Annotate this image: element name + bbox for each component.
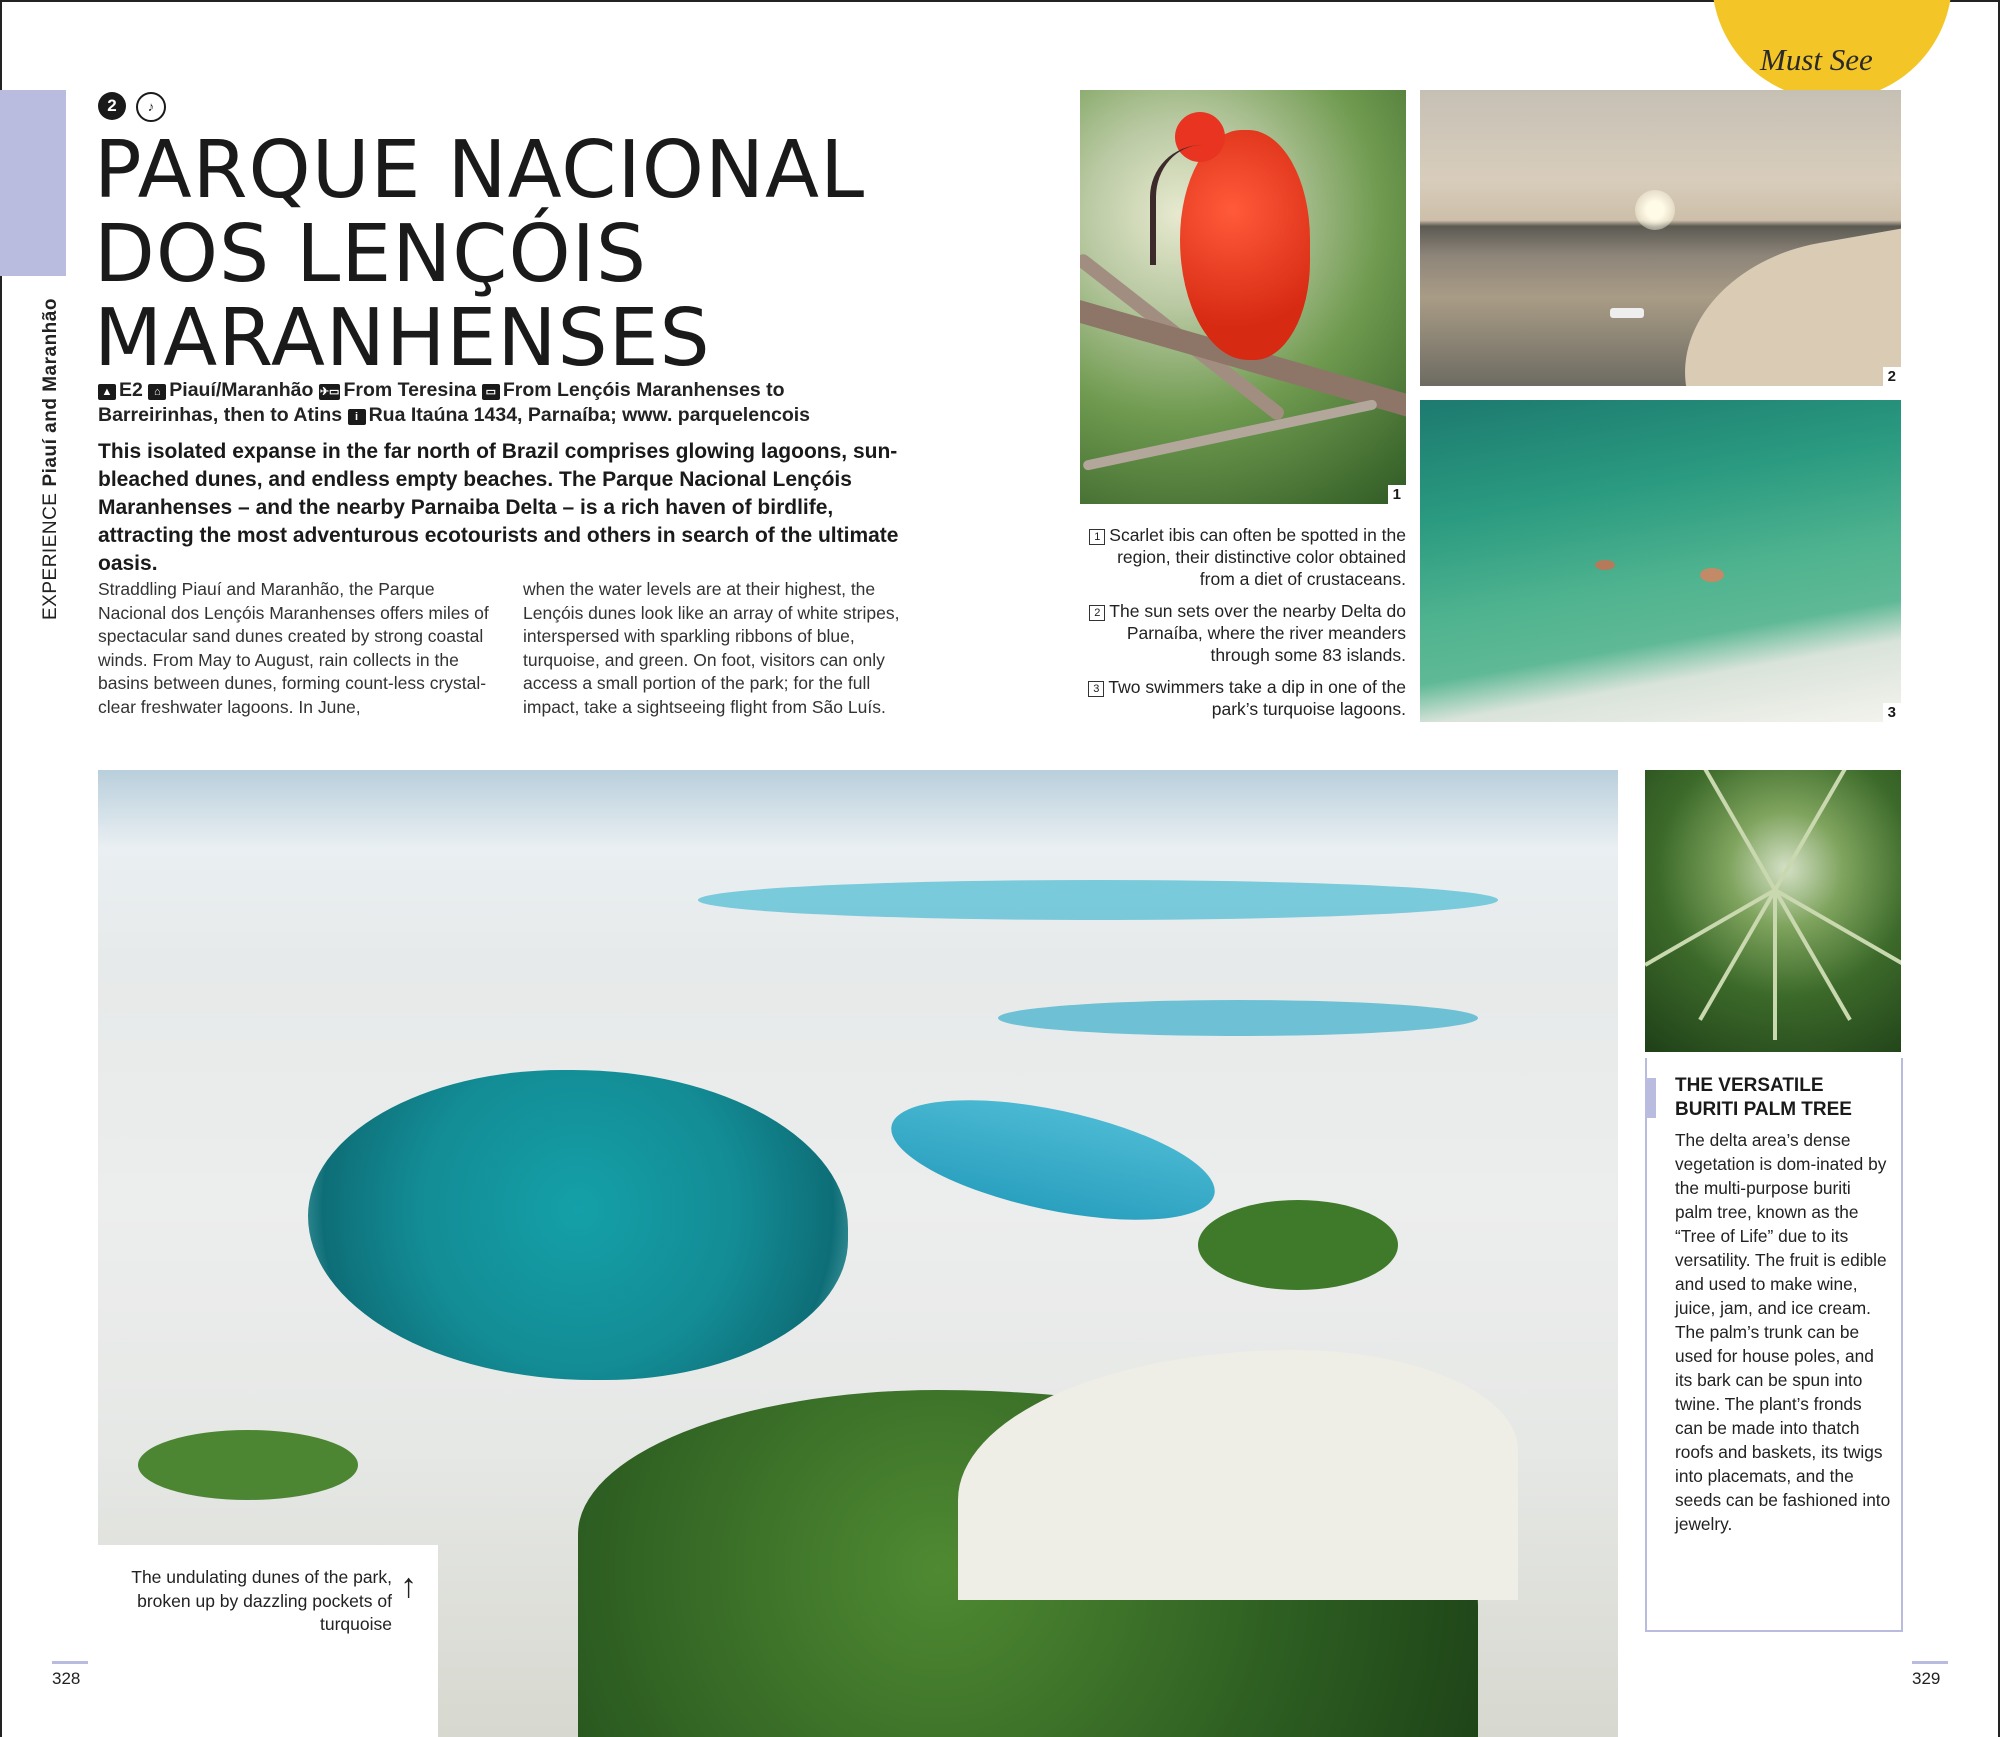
- swimmers-lagoon-photo: [1420, 400, 1901, 722]
- scarlet-ibis-photo: [1080, 90, 1406, 504]
- frond-shape: [1774, 888, 1901, 966]
- caption-text: The sun sets over the nearby Delta do Parnaíba, where the river meanders through some 83 islands.: [1109, 601, 1406, 665]
- sidebar-title-line-1: THE VERSATILE: [1675, 1075, 1824, 1096]
- bus-icon: ▭: [482, 384, 500, 400]
- plane-bus-icon: ✈▭: [319, 386, 340, 398]
- title-line-2: DOS LENÇÓIS: [94, 208, 648, 300]
- vegetation-shape: [1198, 1200, 1398, 1290]
- transport-2a: From Lençóis Maranhenses to: [502, 379, 785, 401]
- lagoon-shape: [308, 1070, 848, 1380]
- note-icon: ♪: [136, 92, 166, 122]
- section-label-bold: Piauí and Maranhão: [40, 298, 61, 487]
- title-line-1: PARQUE NACIONAL: [94, 124, 866, 216]
- sidebar-body: The delta area’s dense vegetation is dom-inated by the multi-purpose buriti palm tree, known as the “Tree of Life” due to its versatility. The fruit is edible and used to make wine, juice, jam, and ice cream. The palm’s trunk can be used for house poles, and its bark can be spun into twine. The plant’s fronds can be made into thatch roofs and baskets, its twigs into placemats, and the seeds can be fashioned into jewelry.: [1675, 1130, 1891, 1534]
- transport-2b: Barreirinhas, then to Atins: [98, 404, 343, 426]
- lagoon-shape: [698, 880, 1498, 920]
- info-address: Rua Itaúna 1434, Parnaíba; www. parquelencois: [368, 404, 810, 426]
- ibis-bill: [1150, 145, 1202, 265]
- caption-1: [1080, 524, 1406, 590]
- transport-1: From Teresina: [343, 379, 477, 401]
- page-border-top: [0, 0, 2000, 2]
- intro-paragraph: This isolated expanse in the far north of Brazil comprises glowing lagoons, sun-bleached dunes, and endless empty beaches. The Parque Nacional Lençóis Maranhenses – and the nearby Parnaiba Delta – is a rich haven of birdlife, attracting the most adventurous ecotourists and others in search of the ultimate oasis.: [98, 440, 899, 575]
- frond-shape: [1698, 770, 1776, 891]
- sidebar-title-line-2: BURITI PALM TREE: [1675, 1099, 1852, 1120]
- photo-number-1: 1: [1388, 485, 1406, 504]
- frond-shape: [1645, 888, 1776, 966]
- entry-number-badge: 2: [98, 92, 126, 120]
- caption-3: [1080, 676, 1406, 720]
- caption-text: Scarlet ibis can often be spotted in the region, their distinctive color obtained from a diet of crustaceans.: [1109, 525, 1406, 589]
- body-column-1: Straddling Piauí and Maranhão, the Parque Nacional dos Lençóis Maranhenses offers miles of spectacular sand dunes created by strong coastal winds. From May to August, rain collects in the basins between dunes, forming count-less crystal-clear freshwater lagoons. In June,: [98, 579, 489, 717]
- photo-captions: [1080, 524, 1406, 730]
- swimmer-shape: [1700, 568, 1724, 582]
- page-title: [94, 124, 866, 384]
- boat-shape: [1610, 308, 1644, 318]
- caption-number: 3: [1088, 681, 1104, 697]
- grid-ref: E2: [119, 379, 143, 401]
- photo-number-3: 3: [1883, 703, 1901, 722]
- dune-shape: [1666, 225, 1901, 386]
- title-line-3: MARANHENSES: [94, 292, 711, 384]
- lagoon-shape: [998, 1000, 1478, 1036]
- page-number-right: 329: [1912, 1669, 1941, 1688]
- sidebar-accent-bar: [1647, 1078, 1656, 1118]
- region: Piauí/Maranhão: [169, 379, 314, 401]
- buriti-palm-photo: [1645, 770, 1901, 1052]
- body-column-2: when the water levels are at their highest, the Lençóis dunes look like an array of white stripes, interspersed with sparkling ribbons of blue, turquoise, and green. On foot, visitors can only access a small portion of the park; for the full impact, take a sightseeing flight from São Luís.: [523, 579, 900, 717]
- sidebar-title: [1675, 1074, 1885, 1122]
- frond-shape: [1773, 890, 1777, 1040]
- section-color-tab: [0, 90, 66, 276]
- practical-info: [98, 378, 938, 428]
- caption-number: 1: [1089, 529, 1105, 545]
- caption-2: [1080, 600, 1406, 666]
- photo-number-2: 2: [1883, 367, 1901, 386]
- swimmer-shape: [1595, 560, 1615, 570]
- delta-sunset-photo: [1420, 90, 1901, 386]
- sun-shape: [1635, 190, 1675, 230]
- lagoon-shape: [881, 1077, 1225, 1243]
- house-icon: ⌂: [148, 384, 166, 400]
- page-number-left: 328: [52, 1669, 81, 1688]
- vegetation-shape: [138, 1430, 358, 1500]
- frond-shape: [1773, 770, 1851, 891]
- dune-shape: [958, 1350, 1518, 1600]
- dune-caption: The undulating dunes of the park, broken up by dazzling pockets of turquoise: [131, 1567, 392, 1634]
- section-label: [40, 298, 62, 620]
- caption-number: 2: [1089, 605, 1105, 621]
- section-label-light: EXPERIENCE: [40, 492, 61, 620]
- caption-text: Two swimmers take a dip in one of the park’s turquoise lagoons.: [1108, 677, 1406, 719]
- map-icon: ▲: [98, 384, 116, 400]
- must-see-label: Must See: [1760, 42, 1873, 77]
- arrow-up-icon: ↑: [400, 1567, 417, 1605]
- info-icon: i: [348, 409, 366, 425]
- branch-shape: [1082, 399, 1378, 471]
